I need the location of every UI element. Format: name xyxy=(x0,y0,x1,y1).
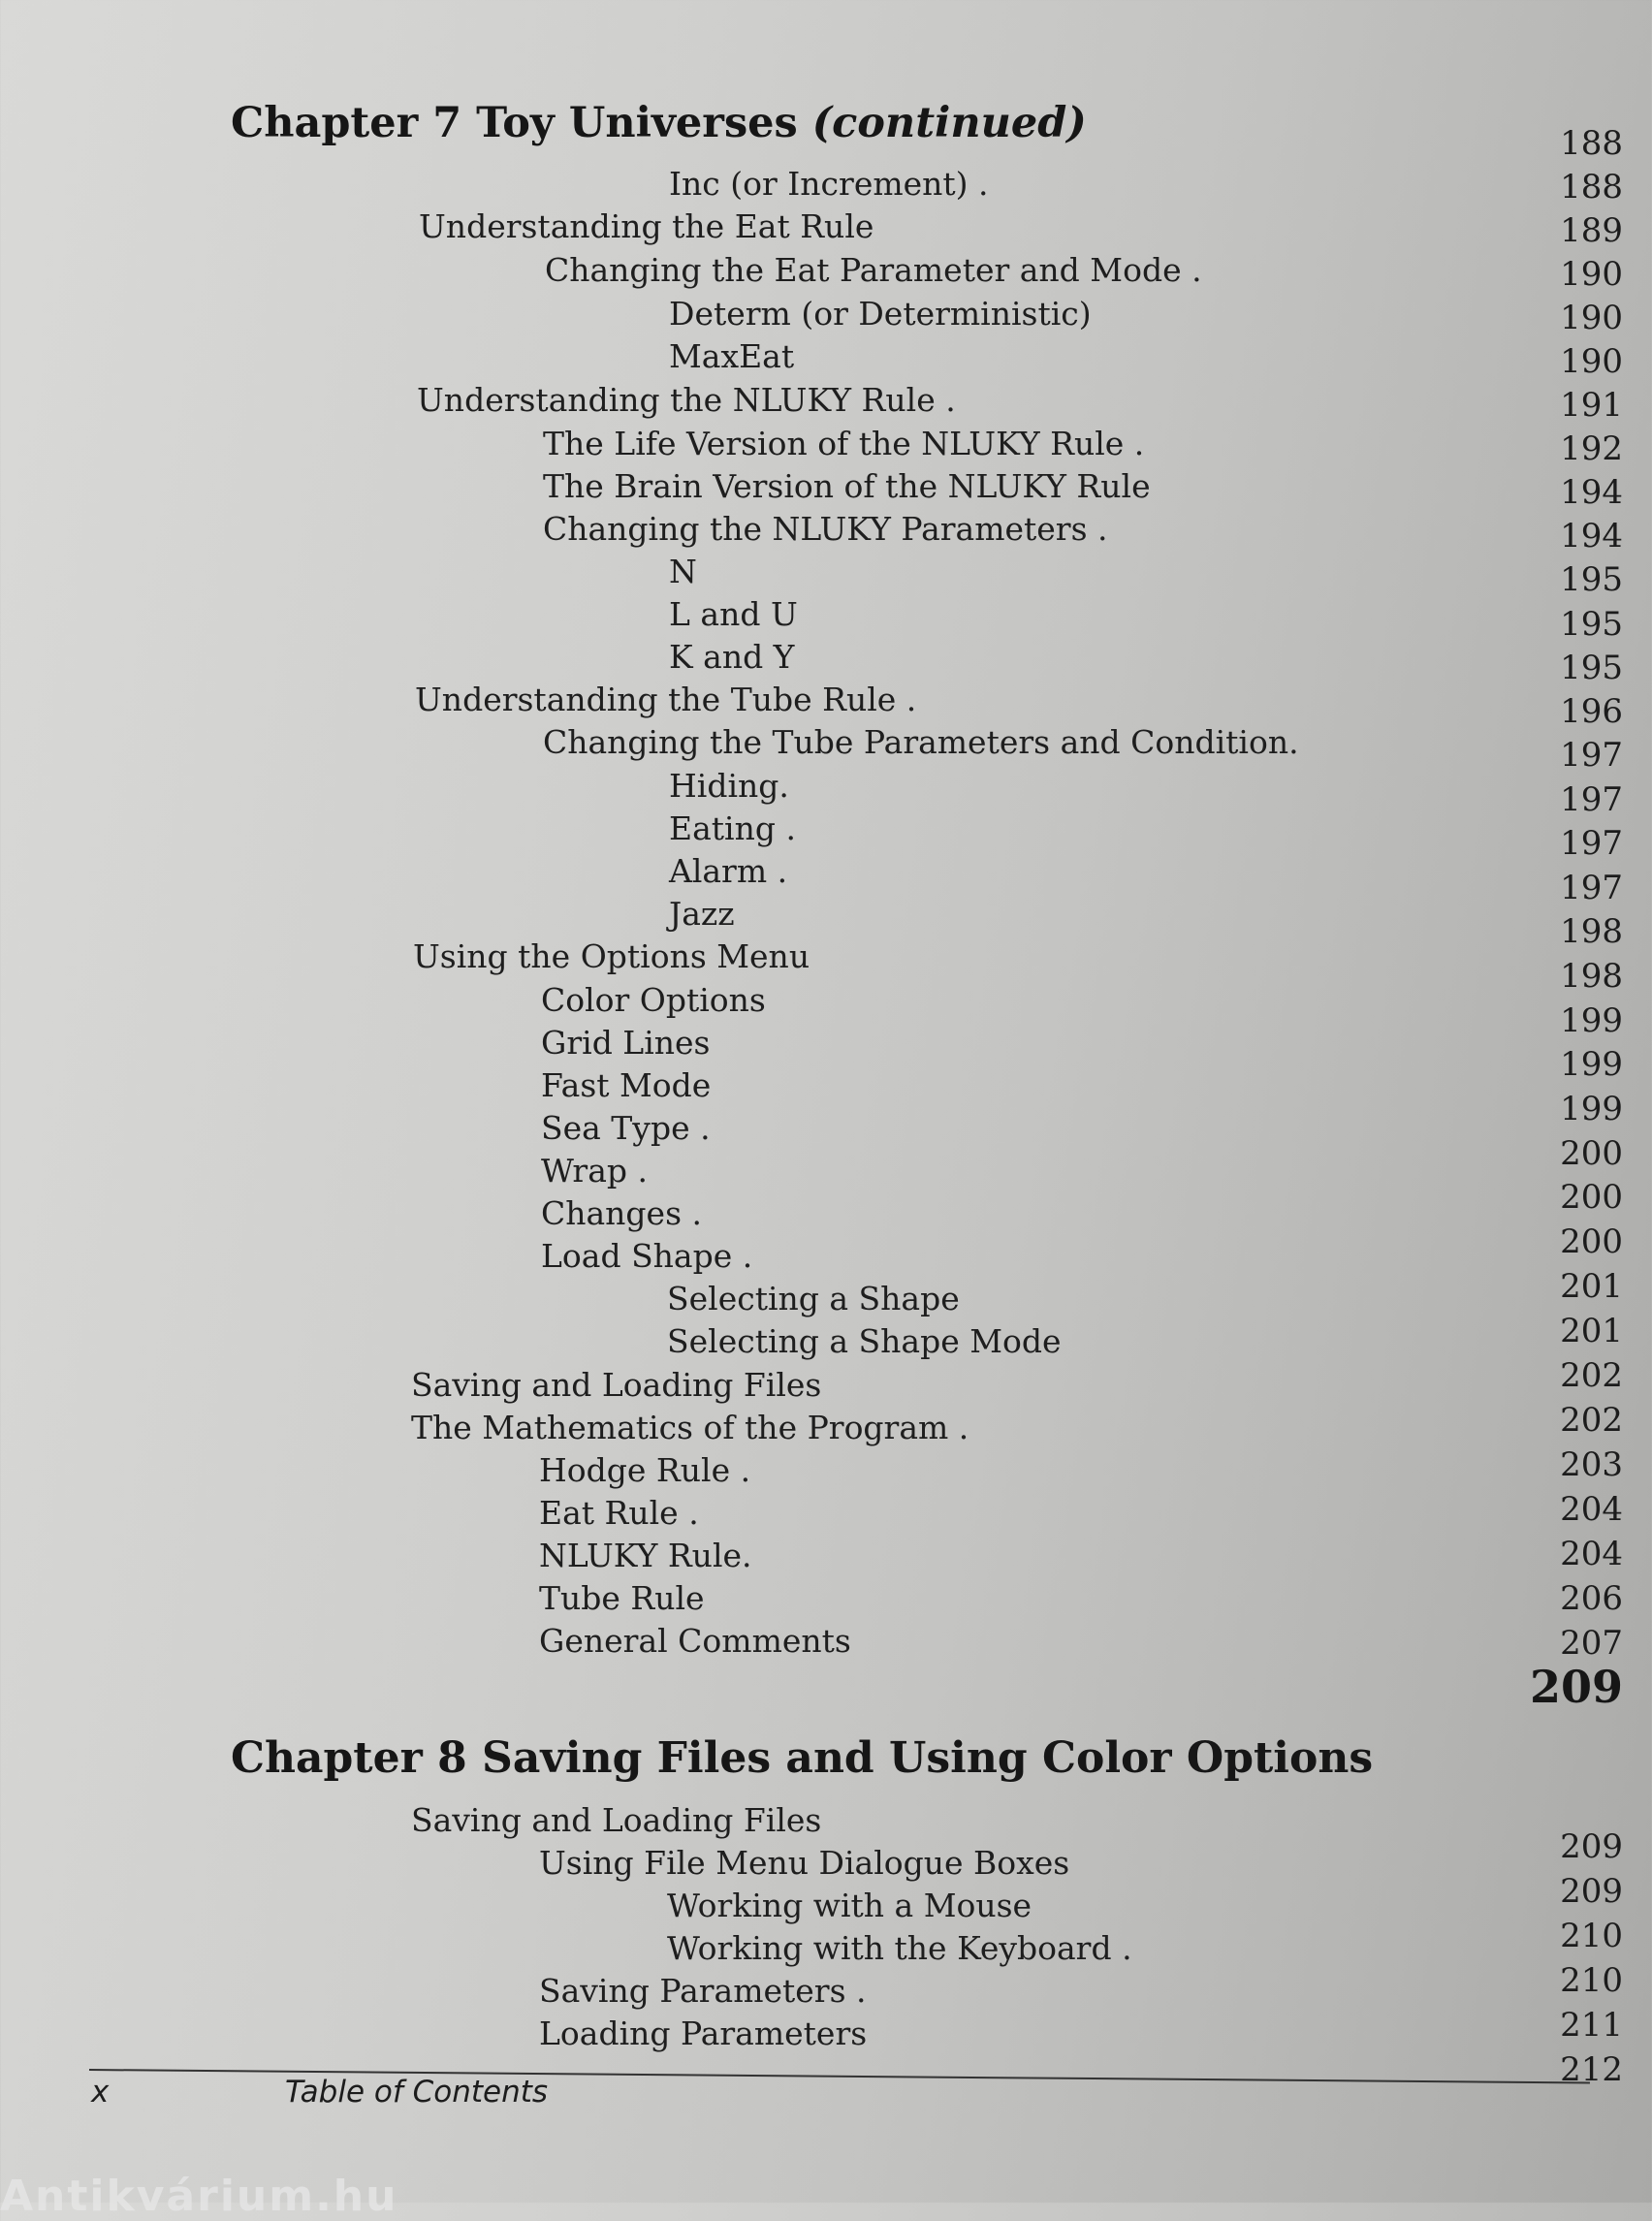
toc-entry-title: N xyxy=(669,553,697,590)
dot-leader xyxy=(969,379,1501,422)
page-number: 195 xyxy=(1560,649,1623,687)
toc-entry-title: The Life Version of the NLUKY Rule . xyxy=(543,425,1145,462)
toc-entry-title: Color Options xyxy=(541,981,766,1019)
toc-entry-title: Saving and Loading Files xyxy=(411,1366,822,1404)
toc-entry-title: K and Y xyxy=(669,638,795,676)
toc-entry xyxy=(669,593,1501,636)
chapter-8-title: Chapter 8 Saving Files and Using Color Options xyxy=(231,1733,1374,1783)
dot-leader xyxy=(803,765,1501,808)
page-number: 190 xyxy=(1560,255,1623,294)
toc-entry xyxy=(417,379,1501,422)
toc-entry xyxy=(543,423,1501,465)
dot-leader xyxy=(887,206,1501,248)
toc-entry xyxy=(413,936,1501,978)
footer-page-label: x xyxy=(91,2075,110,2110)
toc-entry-title: Changing the Eat Parameter and Mode . xyxy=(545,251,1202,289)
page-number: 207 xyxy=(1560,1624,1623,1663)
chapter-8-heading xyxy=(231,1733,1373,1783)
page-number: 191 xyxy=(1560,386,1623,425)
dot-leader xyxy=(811,593,1501,636)
dot-leader xyxy=(810,808,1501,850)
toc-entry-title: Wrap . xyxy=(541,1152,648,1190)
page-number: 200 xyxy=(1560,1222,1623,1261)
toc-entry-title: Using the Options Menu xyxy=(413,937,810,975)
toc-entry-title: Fast Mode xyxy=(541,1066,712,1104)
toc-entry-title: Working with a Mouse xyxy=(667,1887,1032,1924)
dot-leader xyxy=(835,1799,1501,1842)
page-number: 198 xyxy=(1560,957,1623,996)
dot-leader xyxy=(823,936,1501,978)
toc-entry xyxy=(539,1577,1501,1620)
toc-entry-title: Changing the NLUKY Parameters . xyxy=(543,510,1108,548)
page-number: 209 xyxy=(1560,1872,1623,1911)
toc-entry-title: Inc (or Increment) . xyxy=(669,165,989,203)
dot-leader xyxy=(1075,1320,1501,1363)
dot-leader xyxy=(779,979,1501,1022)
page-number: 200 xyxy=(1560,1134,1623,1173)
toc-entry-title: Changing the Tube Parameters and Condition. xyxy=(543,723,1299,761)
toc-entry xyxy=(539,1842,1501,1885)
dot-leader xyxy=(713,1492,1501,1535)
page-number: 196 xyxy=(1560,692,1623,731)
toc-entry-title: Alarm . xyxy=(669,852,788,890)
toc-entry-title: Loading Parameters xyxy=(539,2015,868,2052)
toc-entry-title: Eat Rule . xyxy=(539,1494,699,1532)
page-number: 209 xyxy=(1560,1827,1623,1866)
toc-entry-title: Eating . xyxy=(669,809,796,847)
toc-entry xyxy=(543,465,1501,508)
toc-entry xyxy=(669,808,1501,850)
toc-entry-title: NLUKY Rule. xyxy=(539,1537,752,1574)
toc-entry xyxy=(541,1064,1501,1107)
dot-leader xyxy=(865,1620,1501,1663)
toc-entry-title: Tube Rule xyxy=(539,1579,705,1617)
dot-leader xyxy=(880,2013,1501,2055)
dot-leader xyxy=(808,335,1501,378)
toc-entry xyxy=(541,979,1501,1022)
toc-entry xyxy=(411,1799,1501,1842)
toc-entry-title: Saving and Loading Files xyxy=(411,1801,822,1839)
page-number: 194 xyxy=(1560,473,1623,512)
toc-entry-title: Selecting a Shape xyxy=(667,1280,960,1317)
dot-leader xyxy=(766,1235,1501,1278)
dot-leader xyxy=(1158,423,1501,465)
toc-entry-title: L and U xyxy=(669,595,798,633)
toc-entry-title: Selecting a Shape Mode xyxy=(667,1322,1062,1360)
dot-leader xyxy=(880,1970,1501,2013)
dot-leader xyxy=(748,893,1501,936)
dot-leader xyxy=(718,1577,1501,1620)
toc-entry-title: General Comments xyxy=(539,1622,851,1660)
toc-entry xyxy=(667,1885,1501,1927)
toc-entry xyxy=(541,1235,1501,1278)
toc-entry xyxy=(669,893,1501,936)
page-number: 202 xyxy=(1560,1401,1623,1440)
toc-entry-title: Jazz xyxy=(669,895,735,933)
toc-entry xyxy=(539,1970,1501,2013)
toc-entry-title: Grid Lines xyxy=(541,1024,711,1062)
dot-leader xyxy=(1164,465,1501,508)
page-number: 209 xyxy=(1529,1661,1623,1713)
toc-entry xyxy=(669,850,1501,893)
dot-leader xyxy=(1002,163,1501,206)
toc-entry xyxy=(669,293,1501,335)
page-number: 197 xyxy=(1560,824,1623,863)
dot-leader xyxy=(661,1150,1501,1192)
toc-entry xyxy=(545,249,1501,292)
toc-entry-title: Determ (or Deterministic) xyxy=(669,295,1092,333)
dot-leader xyxy=(766,1535,1501,1577)
toc-entry xyxy=(411,1364,1501,1407)
page-number: 195 xyxy=(1560,560,1623,599)
toc-entry xyxy=(543,721,1501,764)
toc-entry-title: Understanding the Eat Rule xyxy=(419,207,874,245)
toc-entry xyxy=(419,206,1501,248)
toc-entry xyxy=(541,1192,1501,1235)
toc-entry-title: Load Shape . xyxy=(541,1237,753,1275)
page-number: 199 xyxy=(1560,1001,1623,1040)
dot-leader xyxy=(1146,1927,1501,1970)
page-number: 204 xyxy=(1560,1490,1623,1529)
dot-leader xyxy=(1122,508,1501,551)
page-number: 197 xyxy=(1560,736,1623,775)
dot-leader xyxy=(801,850,1501,893)
page-number: 201 xyxy=(1560,1312,1623,1350)
toc-entry xyxy=(669,636,1501,679)
dot-leader xyxy=(764,1449,1501,1492)
page-number: 195 xyxy=(1560,605,1623,644)
page-number: 201 xyxy=(1560,1267,1623,1306)
toc-entry xyxy=(667,1927,1501,1970)
chapter-7-heading xyxy=(231,99,1087,147)
page-number: 206 xyxy=(1560,1579,1623,1618)
dot-leader xyxy=(711,551,1501,593)
toc-entry xyxy=(669,335,1501,378)
dot-leader xyxy=(982,1407,1501,1449)
page-number: 190 xyxy=(1560,342,1623,381)
toc-entry xyxy=(541,1107,1501,1150)
page-number: 188 xyxy=(1560,124,1623,163)
dot-leader xyxy=(1313,721,1501,764)
page-number: 194 xyxy=(1560,517,1623,555)
watermark: Antikvárium.hu xyxy=(0,2172,398,2221)
toc-entry-title: Understanding the Tube Rule . xyxy=(415,681,917,718)
page-number: 197 xyxy=(1560,780,1623,819)
dot-leader xyxy=(1105,293,1501,335)
chapter-7-continued: (continued) xyxy=(811,99,1087,147)
page-number: 189 xyxy=(1560,211,1623,250)
dot-leader xyxy=(724,1064,1501,1107)
chapter-7-title: Chapter 7 Toy Universes xyxy=(231,99,798,147)
footer-section: Table of Contents xyxy=(285,2075,549,2110)
dot-leader xyxy=(835,1364,1501,1407)
toc-entry xyxy=(667,1320,1501,1363)
toc-entry xyxy=(411,1407,1501,1449)
toc-entry xyxy=(539,1492,1501,1535)
toc-entry xyxy=(539,1449,1501,1492)
dot-leader xyxy=(930,679,1501,721)
toc-entry-title: Saving Parameters . xyxy=(539,1972,867,2010)
page-number: 202 xyxy=(1560,1356,1623,1395)
toc-entry-title: MaxEat xyxy=(669,337,795,375)
page-number: 190 xyxy=(1560,299,1623,337)
toc-entry xyxy=(543,508,1501,551)
dot-leader xyxy=(724,1022,1501,1064)
dot-leader xyxy=(715,1192,1501,1235)
toc-entry xyxy=(541,1022,1501,1064)
toc-entry-title: Hiding. xyxy=(669,767,789,805)
toc-entry-title: Understanding the NLUKY Rule . xyxy=(417,381,956,419)
dot-leader xyxy=(1083,1842,1501,1885)
toc-entry-title: Using File Menu Dialogue Boxes xyxy=(539,1844,1070,1882)
page-number: 210 xyxy=(1560,1961,1623,2000)
dot-leader xyxy=(1045,1885,1501,1927)
toc-entry xyxy=(669,163,1501,206)
dot-leader xyxy=(808,636,1501,679)
page-number: 211 xyxy=(1560,2006,1623,2045)
toc-entry xyxy=(667,1278,1501,1320)
toc-entry xyxy=(539,1620,1501,1663)
page-number: 212 xyxy=(1560,2050,1623,2089)
page-number: 204 xyxy=(1560,1535,1623,1573)
page-number: 203 xyxy=(1560,1445,1623,1484)
page-number: 197 xyxy=(1560,869,1623,907)
toc-entry-title: Sea Type . xyxy=(541,1109,711,1147)
toc-entry xyxy=(541,1150,1501,1192)
page-number: 192 xyxy=(1560,429,1623,468)
dot-leader xyxy=(1216,249,1501,292)
page-number: 200 xyxy=(1560,1178,1623,1217)
toc-entry xyxy=(539,1535,1501,1577)
toc-entry-title: Changes . xyxy=(541,1194,702,1232)
toc-entry-title: Working with the Keyboard . xyxy=(667,1929,1132,1967)
toc-entry xyxy=(415,679,1501,721)
toc-entry xyxy=(669,551,1501,593)
page-number: 198 xyxy=(1560,912,1623,951)
page-number: 199 xyxy=(1560,1090,1623,1128)
dot-leader xyxy=(724,1107,1501,1150)
page-number: 199 xyxy=(1560,1045,1623,1084)
toc-entry-title: The Brain Version of the NLUKY Rule xyxy=(543,467,1151,505)
toc-entry xyxy=(669,765,1501,808)
page-number: 210 xyxy=(1560,1917,1623,1955)
dot-leader xyxy=(973,1278,1501,1320)
toc-entry-title: The Mathematics of the Program . xyxy=(411,1409,969,1446)
toc-entry xyxy=(539,2013,1501,2055)
toc-entry-title: Hodge Rule . xyxy=(539,1451,751,1489)
page-number: 188 xyxy=(1560,168,1623,206)
